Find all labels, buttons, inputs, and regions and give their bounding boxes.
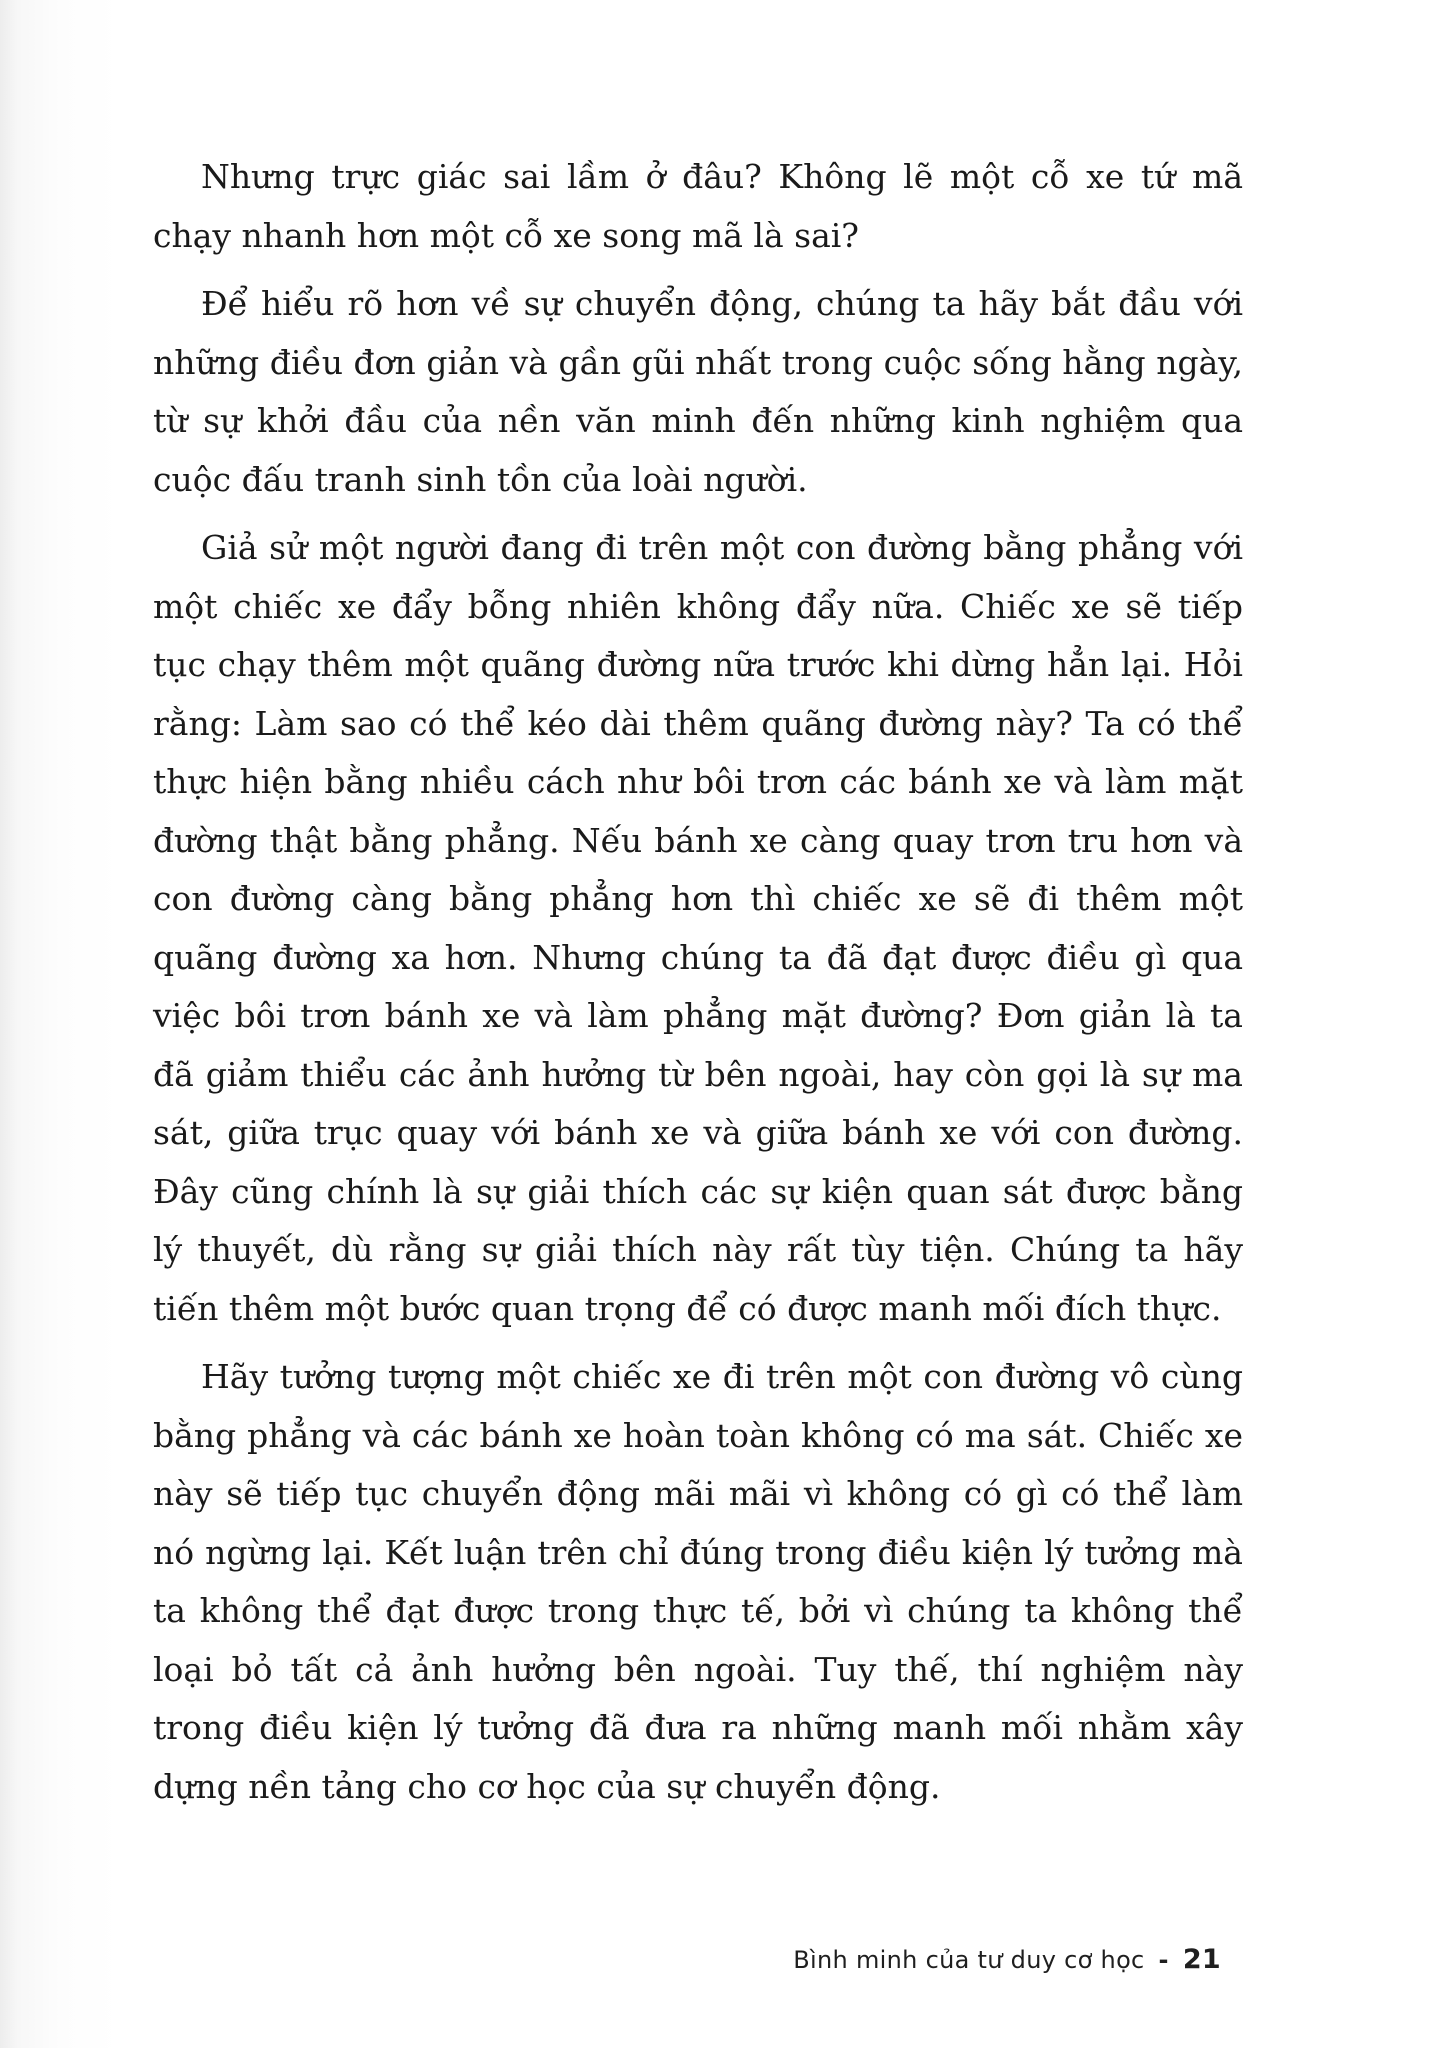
paragraph-3: Giả sử một người đang đi trên một con đường bằng phẳng với một chiếc xe đẩy bỗng nhiên không đẩy nữa. Chiếc xe sẽ tiếp tục chạy thêm một quãng đường nữa trước khi dừng hẳn lại. Hỏi rằng: Làm sao có thể kéo dài thêm quãng đường này? Ta có thể thực hiện bằng nhiều cách như bôi trơn các bánh xe và làm mặt đường thật bằng phẳng. Nếu bánh xe càng quay trơn tru hơn và con đường càng bằng phẳng hơn thì chiếc xe sẽ đi thêm một quãng đường xa hơn. Nhưng chúng ta đã đạt được điều gì qua việc bôi trơn bánh xe và làm phẳng mặt đường? Đơn giản là ta đã giảm thiểu các ảnh hưởng từ bên ngoài, hay còn gọi là sự ma sát, giữa trục quay với bánh xe và giữa bánh xe với con đường. Đây cũng chính là sự giải thích các sự kiện quan sát được bằng lý thuyết, dù rằng sự giải thích này rất tùy tiện. Chúng ta hãy tiến thêm một bước quan trọng để có được manh mối đích thực. [153, 528, 1243, 1328]
page-footer [793, 1944, 1221, 1975]
paragraph-2: Để hiểu rõ hơn về sự chuyển động, chúng ta hãy bắt đầu với những điều đơn giản và gần gũi nhất trong cuộc sống hằng ngày, từ sự khởi đầu của nền văn minh đến những kinh nghiệm qua cuộc đấu tranh sinh tồn của loài người. [153, 284, 1243, 499]
page-number: 21 [1182, 1944, 1221, 1975]
running-title: Bình minh của tư duy cơ học [793, 1946, 1145, 1974]
footer-separator: - [1158, 1946, 1169, 1974]
paragraph-4: Hãy tưởng tượng một chiếc xe đi trên một con đường vô cùng bằng phẳng và các bánh xe hoàn toàn không có ma sát. Chiếc xe này sẽ tiếp tục chuyển động mãi mãi vì không có gì có thể làm nó ngừng lại. Kết luận trên chỉ đúng trong điều kiện lý tưởng mà ta không thể đạt được trong thực tế, bởi vì chúng ta không thể loại bỏ tất cả ảnh hưởng bên ngoài. Tuy thế, thí nghiệm này trong điều kiện lý tưởng đã đưa ra những manh mối nhằm xây dựng nền tảng cho cơ học của sự chuyển động. [153, 1357, 1243, 1806]
paragraph-1: Nhưng trực giác sai lầm ở đâu? Không lẽ một cỗ xe tứ mã chạy nhanh hơn một cỗ xe song mã là sai? [153, 157, 1243, 255]
page-body [153, 148, 1243, 1826]
